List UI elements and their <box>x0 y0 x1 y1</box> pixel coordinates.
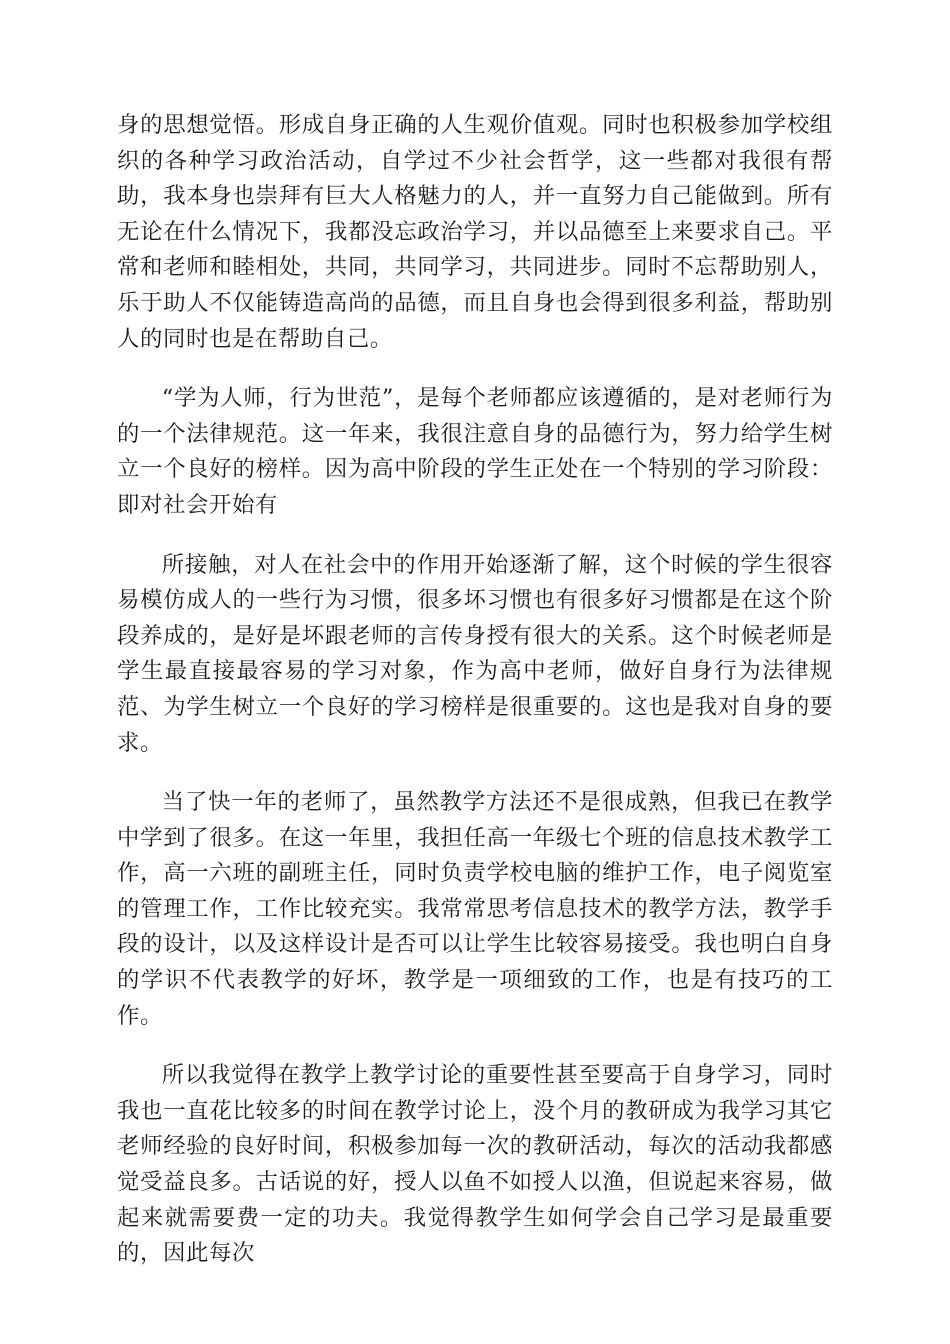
paragraph-2: “学为人师，行为世范”，是每个老师都应该遵循的，是对老师行为的一个法律规范。这一年来，我很注意自身的品德行为，努力给学生树立一个良好的榜样。因为高中阶段的学生正处在一个特别的学习阶段：即对社会开始有 <box>117 385 833 518</box>
body-text <box>117 108 833 1272</box>
paragraph-5: 所以我觉得在教学上教学讨论的重要性甚至要高于自身学习，同时我也一直花比较多的时间在教学讨论上，没个月的教研成为我学习其它老师经验的良好时间，积极参加每一次的教研活动，每次的活动我都感觉受益良多。古话说的好，授人以鱼不如授人以渔，但说起来容易，做起来就需要费一定的功夫。我觉得教学生如何学会自己学习是最重要的，因此每次 <box>117 1062 833 1267</box>
paragraph-1: 身的思想觉悟。形成自身正确的人生观价值观。同时也积极参加学校组织的各种学习政治活动，自学过不少社会哲学，这一些都对我很有帮助，我本身也崇拜有巨大人格魅力的人，并一直努力自己能做到。所有无论在什么情况下，我都没忘政治学习，并以品德至上来要求自己。平常和老师和睦相处，共同，共同学习，共同进步。同时不忘帮助别人，乐于助人不仅能铸造高尚的品德，而且自身也会得到很多利益，帮助别人的同时也是在帮助自己。 <box>117 112 833 352</box>
paragraph-3: 所接触，对人在社会中的作用开始逐渐了解，这个时候的学生很容易模仿成人的一些行为习惯，很多坏习惯也有很多好习惯都是在这个阶段养成的，是好是坏跟老师的言传身授有很大的关系。这个时候老师是学生最直接最容易的学习对象，作为高中老师，做好自身行为法律规范、为学生树立一个良好的学习榜样是很重要的。这也是我对自身的要求。 <box>117 551 833 756</box>
paragraph-4: 当了快一年的老师了，虽然教学方法还不是很成熟，但我已在教学中学到了很多。在这一年里，我担任高一年级七个班的信息技术教学工作，高一六班的副班主任，同时负责学校电脑的维护工作，电子阅览室的管理工作，工作比较充实。我常常思考信息技术的教学方法，教学手段的设计，以及这样设计是否可以让学生比较容易接受。我也明白自身的学识不代表教学的好坏，教学是一项细致的工作，也是有技巧的工作。 <box>117 789 833 1029</box>
